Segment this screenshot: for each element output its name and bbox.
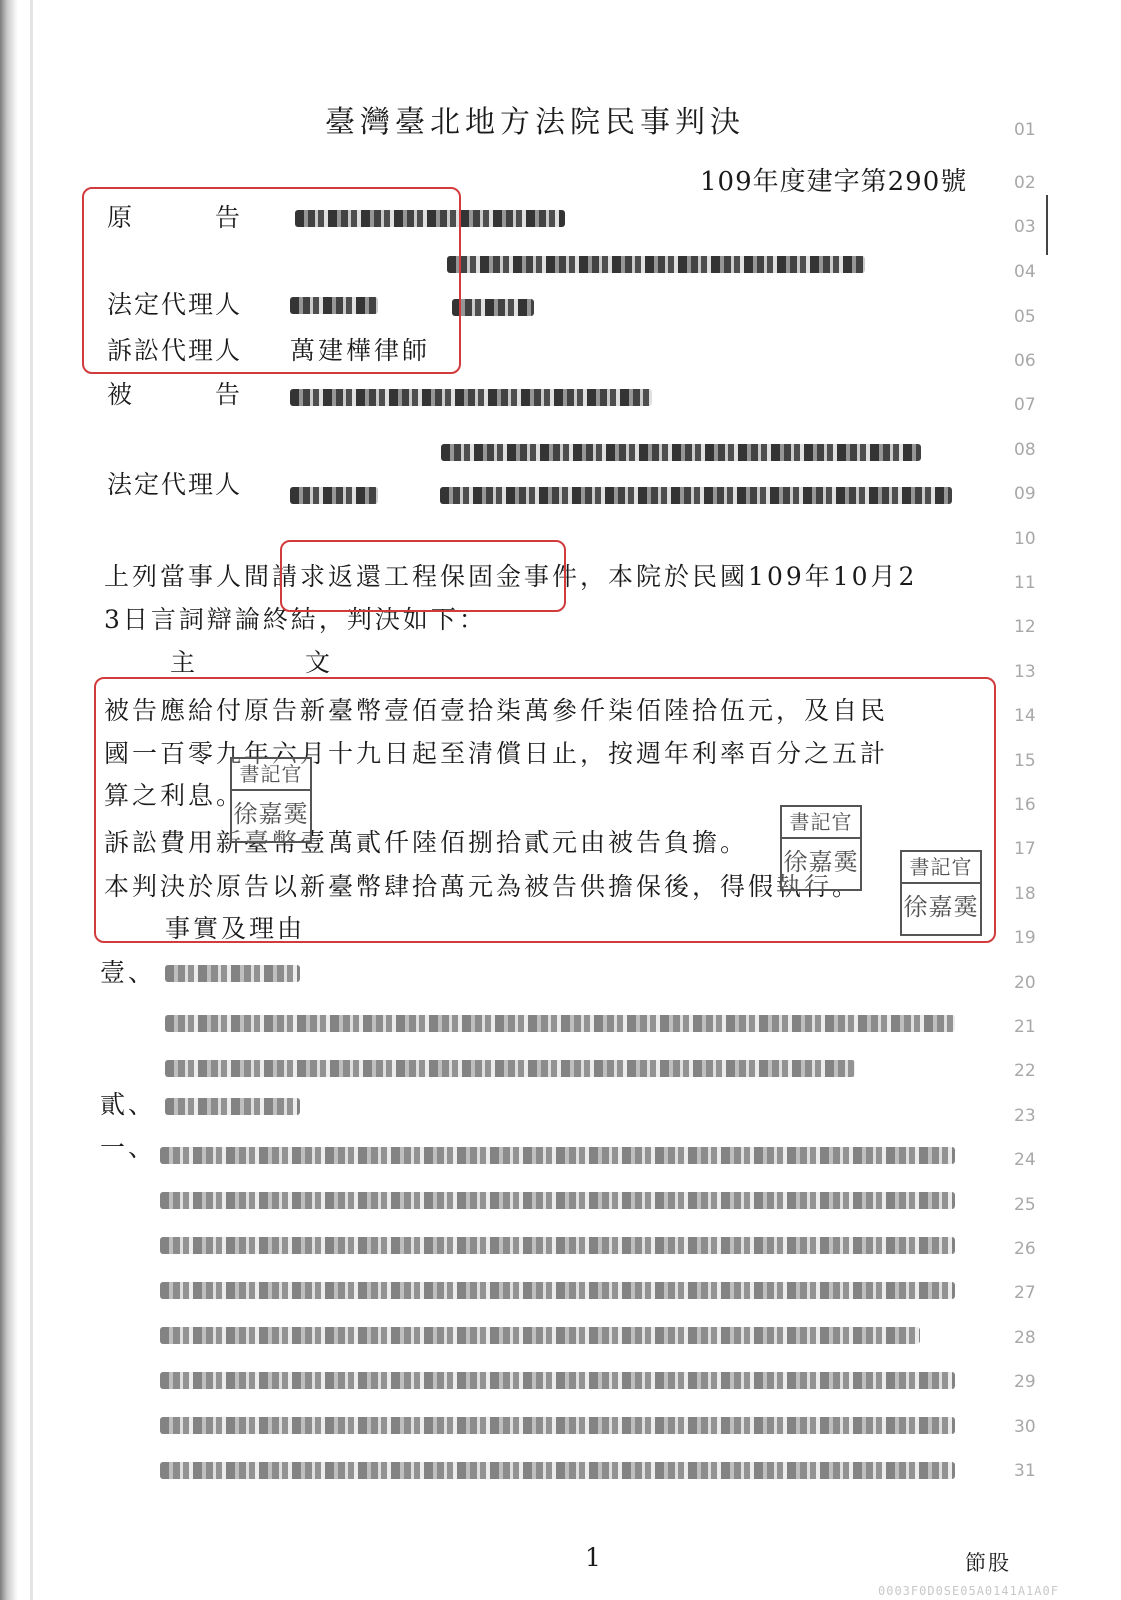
scan-mark (1046, 195, 1048, 255)
redacted-defendant-address (441, 444, 921, 461)
line-number: 06 (1014, 351, 1036, 371)
redacted-text (160, 1462, 955, 1479)
line-number: 15 (1014, 751, 1036, 771)
main-text-line-1: 被告應給付原告新臺幣壹佰壹拾柒萬參仟柒佰陸拾伍元，及自民 (104, 696, 889, 725)
section-marker-2: 貳、 (100, 1090, 157, 1119)
main-text-line-2: 國一百零九年六月十九日起至清償日止，按週年利率百分之五計 (104, 739, 889, 768)
footer-code: 0003F0D0SE05A0141A1A0F (878, 1584, 1059, 1598)
redacted-text (160, 1147, 955, 1164)
intro-prefix: 上列當事人間 (104, 562, 273, 591)
main-text-line-5: 本判決於原告以新臺幣肆拾萬元為被告供擔保後，得假執行。 (104, 872, 861, 901)
line-number: 24 (1014, 1150, 1036, 1170)
line-number: 02 (1014, 173, 1036, 193)
clerk-seal-1 (230, 757, 312, 843)
clerk-seal-name: 徐嘉霙 (233, 800, 309, 828)
main-text-line-4: 訴訟費用新臺幣壹萬貳仟陸佰捌拾貳元由被告負擔。 (104, 828, 749, 857)
defendant-label: 被 告 (107, 380, 243, 409)
clerk-seal-title: 書記官 (902, 852, 980, 884)
redacted-legal-rep-address (452, 299, 534, 316)
line-number: 01 (1014, 120, 1036, 140)
intro-line-2: 3日言詞辯論終結，判決如下： (104, 605, 487, 634)
highlight-box-parties (82, 187, 461, 374)
line-number: 19 (1014, 928, 1036, 948)
document-title: 臺灣臺北地方法院民事判決 (325, 105, 745, 140)
intro-suffix: 事件，本院於民國109年10月2 (524, 562, 918, 591)
line-number: 08 (1014, 440, 1036, 460)
line-number: 09 (1014, 484, 1036, 504)
legal-rep-label-2: 法定代理人 (107, 470, 243, 499)
line-number: 16 (1014, 795, 1036, 815)
line-number: 17 (1014, 839, 1036, 859)
line-number: 10 (1014, 529, 1036, 549)
clerk-seal-2 (780, 805, 862, 891)
case-number: 109年度建字第290號 (700, 167, 968, 197)
redacted-text (160, 1237, 955, 1254)
line-number: 27 (1014, 1283, 1036, 1303)
redacted-text (165, 1015, 955, 1032)
main-heading: 主 文 (170, 648, 333, 677)
main-text-line-3: 算之利息。 (104, 781, 245, 810)
line-number: 21 (1014, 1017, 1036, 1037)
redacted-text (160, 1372, 955, 1389)
litigation-rep-name: 萬建樺律師 (290, 336, 431, 365)
page-edge-line (30, 0, 33, 1600)
line-number: 29 (1014, 1372, 1036, 1392)
redacted-text (160, 1417, 955, 1434)
redacted-legal-rep-2-address (440, 487, 952, 504)
redacted-text (165, 1098, 300, 1115)
line-number: 31 (1014, 1461, 1036, 1481)
line-number: 12 (1014, 617, 1036, 637)
line-number: 30 (1014, 1417, 1036, 1437)
line-number: 07 (1014, 395, 1036, 415)
redacted-plaintiff-address (447, 256, 865, 273)
line-number: 14 (1014, 706, 1036, 726)
redacted-text (165, 965, 300, 982)
facts-heading: 事實及理由 (165, 914, 306, 943)
clerk-seal-name: 徐嘉霙 (903, 893, 979, 921)
line-number: 26 (1014, 1239, 1036, 1259)
redacted-text (160, 1282, 955, 1299)
claim-type: 請求返還工程保固金 (272, 562, 525, 591)
page-edge-shadow (0, 0, 18, 1600)
line-number: 22 (1014, 1061, 1036, 1081)
page-number: 1 (585, 1543, 604, 1572)
line-number: 18 (1014, 884, 1036, 904)
line-number: 20 (1014, 973, 1036, 993)
line-number: 13 (1014, 662, 1036, 682)
redacted-text (160, 1192, 955, 1209)
redacted-text (165, 1060, 855, 1077)
section-marker-3: 一、 (100, 1133, 157, 1162)
unit-label: 節股 (965, 1551, 1011, 1575)
highlight-box-claim (280, 540, 566, 612)
litigation-rep-label: 訴訟代理人 (107, 336, 243, 365)
clerk-seal-3 (900, 850, 982, 936)
clerk-seal-title: 書記官 (232, 759, 310, 791)
line-number: 11 (1014, 573, 1036, 593)
clerk-seal-title: 書記官 (782, 807, 860, 839)
line-number: 25 (1014, 1195, 1036, 1215)
redacted-defendant-name (290, 389, 652, 406)
plaintiff-label: 原 告 (107, 203, 243, 232)
redacted-text (160, 1327, 920, 1344)
redacted-legal-rep-2-name (290, 487, 378, 504)
line-number: 03 (1014, 217, 1036, 237)
section-marker-1: 壹、 (100, 958, 157, 987)
line-number: 28 (1014, 1328, 1036, 1348)
line-number: 23 (1014, 1106, 1036, 1126)
line-number: 05 (1014, 307, 1036, 327)
line-number: 04 (1014, 262, 1036, 282)
legal-rep-label: 法定代理人 (107, 290, 243, 319)
clerk-seal-name: 徐嘉霙 (783, 848, 859, 876)
